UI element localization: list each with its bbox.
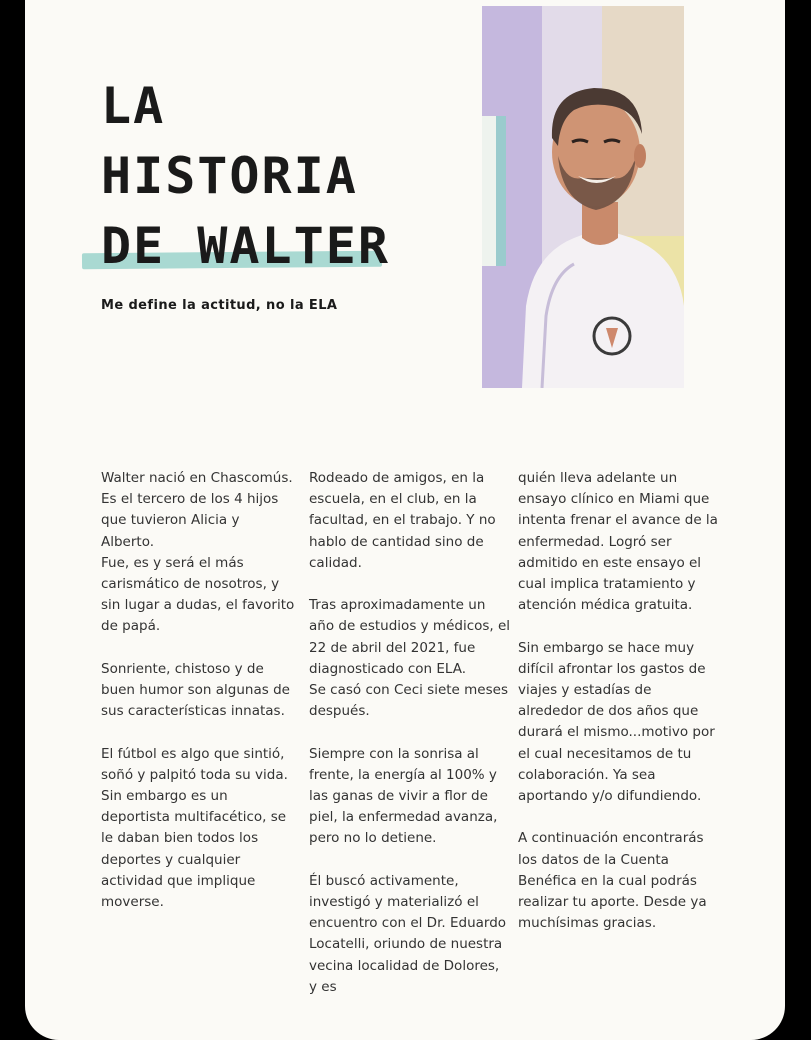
text-column-2 <box>309 468 511 1019</box>
paragraph: Sin embargo se hace muy difícil afrontar los gastos de viajes y estadías de alrededor de dos años que durará el mismo...motivo por el cual necesitamos de tu colaboración. Ya sea aportando y/o difundiendo. <box>518 639 715 805</box>
title-line-2: HISTORIA <box>101 147 358 205</box>
title-line-3: DE WALTER <box>101 217 390 275</box>
paragraph: El fútbol es algo que sintió, soñó y palpitó toda su vida. Sin embargo es un deportista multifacético, se le daban bien todos los deportes y cualquier actividad que implique moverse. <box>101 745 288 911</box>
paragraph: Tras aproximadamente un año de estudios y médicos, el 22 de abril del 2021, fue diagnosticado con ELA. Se casó con Ceci siete meses después. <box>309 597 511 720</box>
text-column-1 <box>101 468 296 934</box>
title-line-1: LA <box>101 77 166 135</box>
portrait-photo <box>482 6 684 388</box>
paragraph: Siempre con la sonrisa al frente, la energía al 100% y las ganas de vivir a flor de piel, la enfermedad avanza, pero no lo detiene. <box>309 745 498 847</box>
page <box>25 0 785 1040</box>
text-column-3 <box>518 468 718 956</box>
paragraph: quién lleva adelante un ensayo clínico en Miami que intenta frenar el avance de la enfermedad. Logró ser admitido en este ensayo el cual implica tratamiento y atención médica gratuita. <box>518 470 718 614</box>
subtitle: Me define la actitud, no la ELA <box>101 298 338 313</box>
paragraph: Rodeado de amigos, en la escuela, en el club, en la facultad, en el trabajo. Y no hablo de cantidad sino de calidad. <box>309 470 496 571</box>
paragraph: A continuación encontrarás los datos de la Cuenta Benéfica en la cual podrás realizar tu aporte. Desde ya muchísimas gracias. <box>518 830 707 932</box>
paragraph: Sonriente, chistoso y de buen humor son algunas de sus características innatas. <box>101 660 290 720</box>
paragraph: Walter nació en Chascomús. Es el tercero de los 4 hijos que tuvieron Alicia y Alberto. Fue, es y será el más carismático de nosotros, y sin lugar a dudas, el favorito de papá. <box>101 470 295 635</box>
paragraph: Él buscó activamente, investigó y materializó el encuentro con el Dr. Eduardo Locatelli, oriundo de nuestra vecina localidad de Dolores, y es <box>309 872 507 995</box>
